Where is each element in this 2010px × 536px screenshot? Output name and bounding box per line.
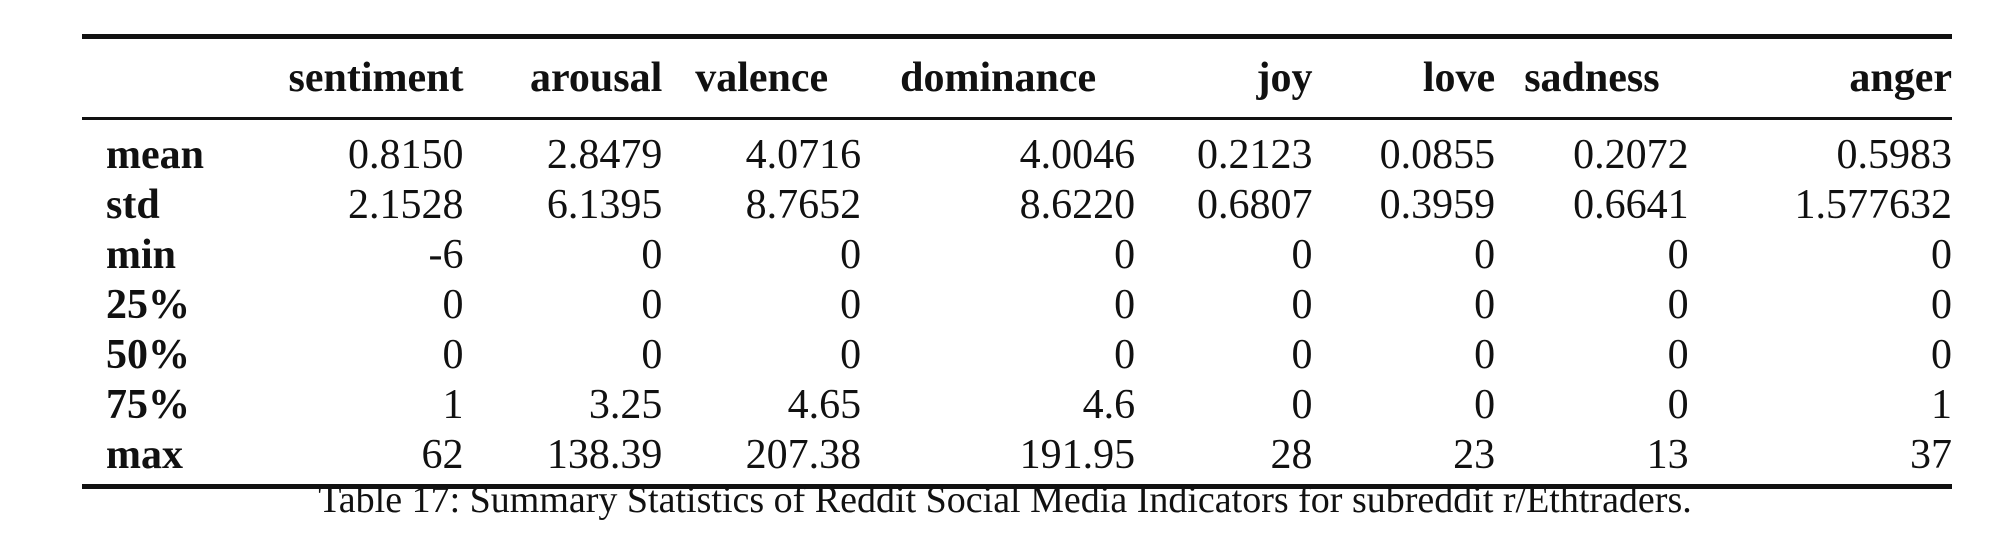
table-cell: 0.6807 bbox=[1196, 182, 1313, 228]
column-header-arousal: arousal bbox=[530, 55, 663, 101]
table-cell: 0 bbox=[1291, 282, 1313, 328]
row-label: max bbox=[106, 432, 183, 478]
table-header-row bbox=[82, 37, 1952, 119]
column-header-sentiment: sentiment bbox=[288, 55, 464, 101]
table-row bbox=[82, 280, 1952, 330]
table-cell: 0.5983 bbox=[1836, 132, 1952, 178]
table-cell: 28 bbox=[1270, 432, 1313, 478]
table-cell: 0.2072 bbox=[1573, 132, 1689, 178]
row-label: 50% bbox=[106, 332, 190, 378]
table-cell: 207.38 bbox=[745, 432, 862, 478]
table-cell: 0 bbox=[1114, 282, 1136, 328]
table-row bbox=[82, 180, 1952, 230]
table-cell: 0 bbox=[1667, 382, 1689, 428]
table-cell: 0 bbox=[641, 232, 663, 278]
table-cell: 0 bbox=[1114, 332, 1136, 378]
table-cell: 0 bbox=[1667, 332, 1689, 378]
table-cell: 1.577632 bbox=[1794, 182, 1952, 228]
table-cell: 0 bbox=[1291, 232, 1313, 278]
table-cell: 0 bbox=[442, 332, 464, 378]
table-cell: 0 bbox=[1931, 232, 1952, 278]
column-header-sadness: sadness bbox=[1524, 55, 1660, 101]
table-cell: 4.6 bbox=[1082, 382, 1136, 428]
column-header-anger: anger bbox=[1849, 55, 1952, 101]
table-cell: 0 bbox=[442, 282, 464, 328]
table-cell: 0 bbox=[1291, 382, 1313, 428]
table-cell: 3.25 bbox=[588, 382, 663, 428]
table-cell: 0.8150 bbox=[348, 132, 464, 178]
table-cell: 0 bbox=[1931, 332, 1952, 378]
table-cell: 6.1395 bbox=[546, 182, 663, 228]
table-cell: 0 bbox=[641, 332, 663, 378]
table-cell: 2.1528 bbox=[348, 182, 464, 228]
row-label: mean bbox=[106, 132, 204, 178]
table-cell: 0 bbox=[641, 282, 663, 328]
table-cell: -6 bbox=[428, 232, 464, 278]
table-cell: 0 bbox=[840, 282, 862, 328]
row-label: min bbox=[106, 232, 177, 278]
table-cell: 37 bbox=[1910, 432, 1952, 478]
table-cell: 191.95 bbox=[1019, 432, 1136, 478]
summary-statistics-table bbox=[82, 34, 1952, 489]
table-cell: 4.65 bbox=[787, 382, 862, 428]
row-label: 25% bbox=[106, 282, 190, 328]
table-row bbox=[82, 230, 1952, 280]
table-cell: 4.0716 bbox=[745, 132, 862, 178]
column-header-love: love bbox=[1422, 55, 1496, 101]
table-cell: 2.8479 bbox=[546, 132, 663, 178]
row-label: 75% bbox=[106, 382, 190, 428]
table-corner-cell bbox=[82, 37, 222, 119]
table-row bbox=[82, 380, 1952, 430]
table-cell: 0 bbox=[1114, 232, 1136, 278]
table-cell: 8.7652 bbox=[745, 182, 862, 228]
table-cell: 0 bbox=[1474, 282, 1496, 328]
table-cell: 4.0046 bbox=[1019, 132, 1136, 178]
table-cell: 0 bbox=[1474, 382, 1496, 428]
table-cell: 0 bbox=[1291, 332, 1313, 378]
table-caption: Table 17: Summary Statistics of Reddit Social Media Indicators for subreddit r/Ethtraders. bbox=[318, 479, 1692, 521]
table-cell: 13 bbox=[1646, 432, 1689, 478]
column-header-valence: valence bbox=[695, 55, 829, 101]
table-cell: 0.3959 bbox=[1379, 182, 1496, 228]
table-cell: 0 bbox=[840, 332, 862, 378]
table-cell: 0.6641 bbox=[1573, 182, 1689, 228]
column-header-joy: joy bbox=[1256, 55, 1313, 101]
table-row bbox=[82, 330, 1952, 380]
table-cell: 0.2123 bbox=[1196, 132, 1313, 178]
column-header-dominance: dominance bbox=[900, 55, 1097, 101]
table-cell: 0 bbox=[1474, 332, 1496, 378]
table-cell: 138.39 bbox=[546, 432, 663, 478]
table-cell: 62 bbox=[421, 432, 464, 478]
table-cell: 0 bbox=[1667, 232, 1689, 278]
table-cell: 0 bbox=[1474, 232, 1496, 278]
table-cell: 0.0855 bbox=[1379, 132, 1496, 178]
table-cell: 0 bbox=[1931, 282, 1952, 328]
table-cell: 1 bbox=[1931, 382, 1952, 428]
table-row bbox=[82, 119, 1952, 181]
row-label: std bbox=[106, 182, 160, 228]
table-cell: 23 bbox=[1453, 432, 1496, 478]
table-cell: 1 bbox=[442, 382, 464, 428]
table-cell: 8.6220 bbox=[1019, 182, 1136, 228]
table-cell: 0 bbox=[840, 232, 862, 278]
table-cell: 0 bbox=[1667, 282, 1689, 328]
